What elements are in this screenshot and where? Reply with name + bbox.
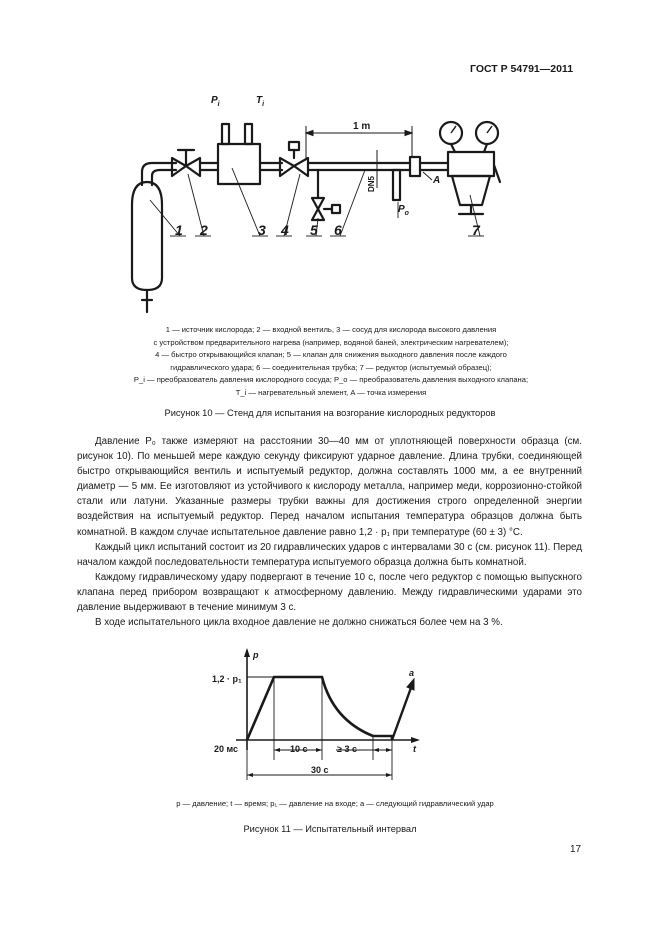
label-7: 7 (472, 222, 480, 238)
figure11-note: p — давление; t — время; p₁ — давление на входе; a — следующий гидравлический удар (176, 799, 494, 808)
label-3: 3 (258, 222, 266, 238)
legend-line: P_i — преобразователь давления кислородного сосуда; P_o — преобразователь давления выходного клапана; (133, 375, 529, 385)
legend-line: 4 — быстро открывающийся клапан; 5 — клапан для снижения выходного давления после каждого (155, 350, 507, 360)
legend-line: гидравлического удара; 6 — соединительная трубка; 7 — редуктор (испытуемый образец); (170, 362, 492, 372)
label-5: 5 (310, 222, 318, 238)
figure10-caption: Рисунок 10 — Стенд для испытания на возгорание кислородных редукторов (164, 408, 496, 418)
label-a: A (433, 175, 441, 186)
label-length: 1 m (353, 121, 371, 132)
body-text (77, 434, 582, 630)
high-pressure-vessel (218, 144, 260, 184)
legend-line: 1 — источник кислорода; 2 — входной вентиль, 3 — сосуд для кислорода высокого давления (165, 325, 497, 334)
label-po: $P_o$ (398, 204, 409, 217)
paragraph: Давление P₀ также измеряют на расстоянии 30—40 мм от уплотняющей поверхности образца (см. рисунок 10). По меньшей мере каждую секунду фиксируют ударное давление. Длина трубки, соединяющей быстро открывающийся вентиль и испытуемый редуктор, должна составлять 1000 мм, а ее внутренний диаметр — 5 мм. Ее изготовляют из устойчивого к кислороду металла, например меди, коррозионно-стойкой стали или латуни. Указанные размеры трубки важны для достижения строго определенной энергии воздействия на испытуемый редуктор. Перед началом испытания температура образцов должна быть комнатной. В каждом случае испытательное давление равно 1,2 · p₁ при температуре (60 ± 3) °С. (77, 436, 582, 538)
page-number: 17 (570, 844, 582, 855)
paragraph: Каждый цикл испытаний состоит из 20 гидравлических ударов с интервалами 30 с (см. рисунок 11). Перед началом каждой последовательности температура испытуемого образца должна быть комнатной. (77, 541, 582, 568)
label-3s: ≥ 3 с (337, 744, 357, 754)
quick-opening-valve (280, 142, 308, 176)
paragraph: Каждому гидравлическому удару подвергают в течение 10 с, после чего редуктор с помощью выпускного клапана перед прибором возвращают к атмосферному давлению. Между гидравлическими ударами это давление выдерживают в течение минимум 3 с. (77, 571, 582, 614)
label-6: 6 (334, 222, 342, 238)
label-20ms: 20 мс (214, 744, 239, 754)
paragraph: В ходе испытательного цикла входное давление не должно снижаться более чем на 3 %. (95, 617, 503, 629)
label-4: 4 (281, 222, 289, 238)
pressure-relief-valve (312, 198, 324, 209)
label-dn5: DN5 (367, 175, 376, 192)
label-t-axis: t (413, 744, 416, 754)
legend-line: с устройством предварительного нагрева (например, водяной баней, электрическим нагревателем); (153, 337, 509, 347)
pressure-curve (247, 677, 392, 740)
label-a-next: a (409, 668, 415, 678)
regulator-under-test (440, 122, 500, 214)
next-shock-arrow (392, 685, 412, 740)
outlet-pressure-transducer (393, 170, 400, 200)
standard-header: ГОСТ Р 54791—2011 (470, 63, 574, 75)
label-1: 1 (175, 222, 183, 238)
figure11-caption: Рисунок 11 — Испытательный интервал (243, 824, 417, 834)
label-2: 2 (200, 222, 208, 238)
oxygen-source-cylinder (132, 182, 162, 312)
label-test-pressure: 1,2 · p₁ (212, 674, 242, 684)
label-10s: 10 с (290, 744, 308, 754)
legend-line: T_i — нагревательный элемент, A — точка измерения (235, 387, 427, 397)
figure10-legend (96, 324, 566, 400)
label-pi: $P_i$ (211, 95, 220, 108)
label-p-axis: p (253, 650, 259, 660)
label-ti: $T_i$ (256, 95, 265, 108)
label-30s: 30 с (311, 765, 329, 775)
